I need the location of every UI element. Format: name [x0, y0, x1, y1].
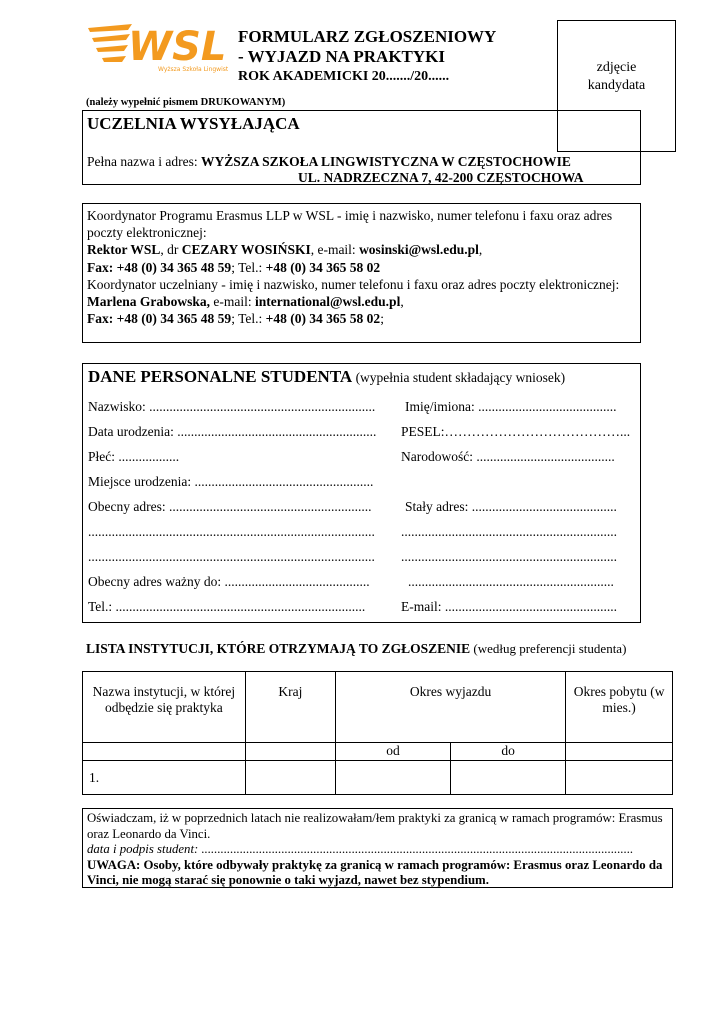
- col-institution: Nazwa instytucji, w której odbędzie się praktyka: [83, 672, 246, 743]
- rector-name: CEZARY WOSIŃSKI: [181, 242, 311, 258]
- institutions-list-heading: [86, 641, 646, 656]
- nationality-field[interactable]: Narodowość: .........................................: [401, 449, 615, 464]
- coordinator-section: [82, 203, 641, 343]
- col-to: do: [451, 743, 566, 761]
- permanent-address-field[interactable]: Stały adres: ...........................................: [405, 499, 617, 514]
- email-label-2: e-mail:: [210, 294, 255, 310]
- fax-label-1: Fax: [87, 259, 109, 275]
- title-line2: - WYJAZD NA PRAKTYKI: [238, 47, 446, 66]
- permanent-address-line-2[interactable]: ................................................................: [401, 524, 617, 539]
- subheader-empty-2: [245, 743, 335, 761]
- tel-1: +48 (0) 34 365 58 02: [265, 259, 381, 275]
- tel-label-2: ; Tel.:: [231, 311, 266, 327]
- wsl-logo-graphic: [88, 18, 228, 74]
- fax-1: : +48 (0) 34 365 48 59: [108, 259, 232, 275]
- email-1: wosinski@wsl.edu.pl: [359, 242, 479, 258]
- phone-field[interactable]: Tel.: ..........................................................................: [88, 599, 366, 614]
- cell-stay[interactable]: [566, 761, 673, 795]
- sending-heading: UCZELNIA WYSYŁAJĄCA: [87, 114, 300, 133]
- col-country: Kraj: [245, 672, 335, 743]
- col-from: od: [335, 743, 450, 761]
- rector-dr: , dr: [160, 242, 182, 258]
- photo-label-1: zdjęcie: [596, 60, 637, 75]
- permanent-address-line-3[interactable]: ................................................................: [401, 549, 617, 564]
- birth-place-field[interactable]: Miejsce urodzenia: .....................................................: [88, 474, 374, 489]
- birth-date-field[interactable]: Data urodzenia: ...........................................................: [88, 424, 377, 439]
- warning-text: UWAGA: Osoby, które odbywały praktykę za granicą w ramach programów: Erasmus oraz Leonardo da Vinci, nie mogą starać się ponownie o taki wyjazd, nawet bez stypendium.: [87, 857, 663, 887]
- col-stay: Okres pobytu (w mies.): [566, 672, 673, 743]
- cell-from[interactable]: [335, 761, 450, 795]
- declaration-text: Oświadczam, iż w poprzednich latach nie realizowałam/łem praktyki za granicą w ramach programów: Erasmus oraz Leonardo da Vinci.: [87, 811, 663, 841]
- title-line1: FORMULARZ ZGŁOSZENIOWY: [238, 27, 497, 46]
- cell-country[interactable]: [245, 761, 335, 795]
- coordinator-2-name: Marlena Grabowska,: [87, 294, 210, 310]
- first-name-field[interactable]: Imię/imiona: .........................................: [405, 399, 617, 414]
- col-period: Okres wyjazdu: [335, 672, 565, 743]
- lista-heading-text: LISTA INSTYTUCJI, KTÓRE OTRZYMAJĄ TO ZGŁOSZENIE: [86, 641, 471, 656]
- tel-label-1: ; Tel.:: [231, 259, 266, 275]
- address-valid-until-extra[interactable]: .............................................................: [408, 574, 614, 589]
- table-subheader-row: [83, 743, 673, 761]
- rector-line: Rektor WSL, dr CEZARY WOSIŃSKI, e-mail: wosinski@wsl.edu.pl,: [87, 242, 483, 258]
- fax-line-2: [87, 310, 636, 327]
- personal-heading-note: (wypełnia student składający wniosek): [352, 370, 566, 385]
- personal-data-section: [82, 363, 641, 623]
- rector-title: Rektor WSL: [87, 242, 161, 258]
- personal-heading: [88, 367, 565, 387]
- pesel-field[interactable]: PESEL:…………………………………...: [401, 424, 631, 439]
- lista-heading-note: (według preferencji studenta): [470, 641, 627, 656]
- row-number: 1.: [83, 761, 246, 795]
- current-address-line-2[interactable]: .....................................................................................: [88, 524, 375, 539]
- fax-2: : +48 (0) 34 365 48 59: [108, 311, 232, 327]
- signature-field[interactable]: data i podpis student: .......................................................................................................................................: [87, 842, 634, 856]
- current-address-line-3[interactable]: .....................................................................................: [88, 549, 375, 564]
- fax-label-2: Fax: [87, 311, 109, 327]
- photo-label-2: kandydata: [587, 78, 646, 93]
- institutions-table: [82, 671, 673, 795]
- coordinator-intro-1: Koordynator Programu Erasmus LLP w WSL - imię i nazwisko, numer telefonu i faxu oraz adres poczty elektronicznej:: [87, 208, 613, 241]
- address-valid-until-field[interactable]: Obecny adres ważny do: ...........................................: [88, 574, 370, 589]
- svg-text:Wyższa Szkoła Lingwistyczna: Wyższa Szkoła Lingwist: [158, 66, 228, 73]
- coordinator-intro-2: Koordynator uczelniany - imię i nazwisko, numer telefonu i faxu oraz adres poczty elektronicznej:: [87, 276, 620, 292]
- email-field[interactable]: E-mail: ...................................................: [401, 599, 617, 614]
- email-2: international@wsl.edu.pl: [254, 294, 401, 310]
- personal-heading-text: DANE PERSONALNE STUDENTA: [88, 367, 353, 386]
- declaration-box: [82, 808, 673, 888]
- sex-field[interactable]: Płeć: ..................: [88, 449, 180, 464]
- sending-label: Pełna nazwa i adres:: [87, 154, 201, 169]
- fax-line-1: [87, 259, 636, 276]
- wsl-logo: [88, 18, 228, 74]
- sending-address: UL. NADRZECZNA 7, 42-200 CZĘSTOCHOWA: [298, 170, 584, 185]
- email-label-1: , e-mail:: [310, 242, 360, 258]
- subheader-empty-1: [83, 743, 246, 761]
- subheader-empty-3: [566, 743, 673, 761]
- sending-name-line: [87, 154, 571, 170]
- academic-year: ROK AKADEMICKI 20......./20......: [238, 69, 450, 84]
- coordinator-2-line: Marlena Grabowska, e-mail: international@wsl.edu.pl,: [87, 294, 404, 310]
- table-header-row: [83, 672, 673, 743]
- tel-2-end: ;: [380, 311, 384, 327]
- sending-institution-section: [82, 110, 641, 185]
- sending-name: WYŻSZA SZKOŁA LINGWISTYCZNA W CZĘSTOCHOWIE: [200, 154, 571, 169]
- print-note: (należy wypełnić pismem DRUKOWANYM): [86, 97, 286, 108]
- surname-field[interactable]: Nazwisko: ...................................................................: [88, 399, 376, 414]
- svg-text:WSL: WSL: [128, 24, 227, 70]
- current-address-field[interactable]: Obecny adres: ............................................................: [88, 499, 372, 514]
- form-title: [238, 27, 496, 87]
- cell-to[interactable]: [451, 761, 566, 795]
- table-row[interactable]: [83, 761, 673, 795]
- tel-2: +48 (0) 34 365 58 02: [265, 311, 381, 327]
